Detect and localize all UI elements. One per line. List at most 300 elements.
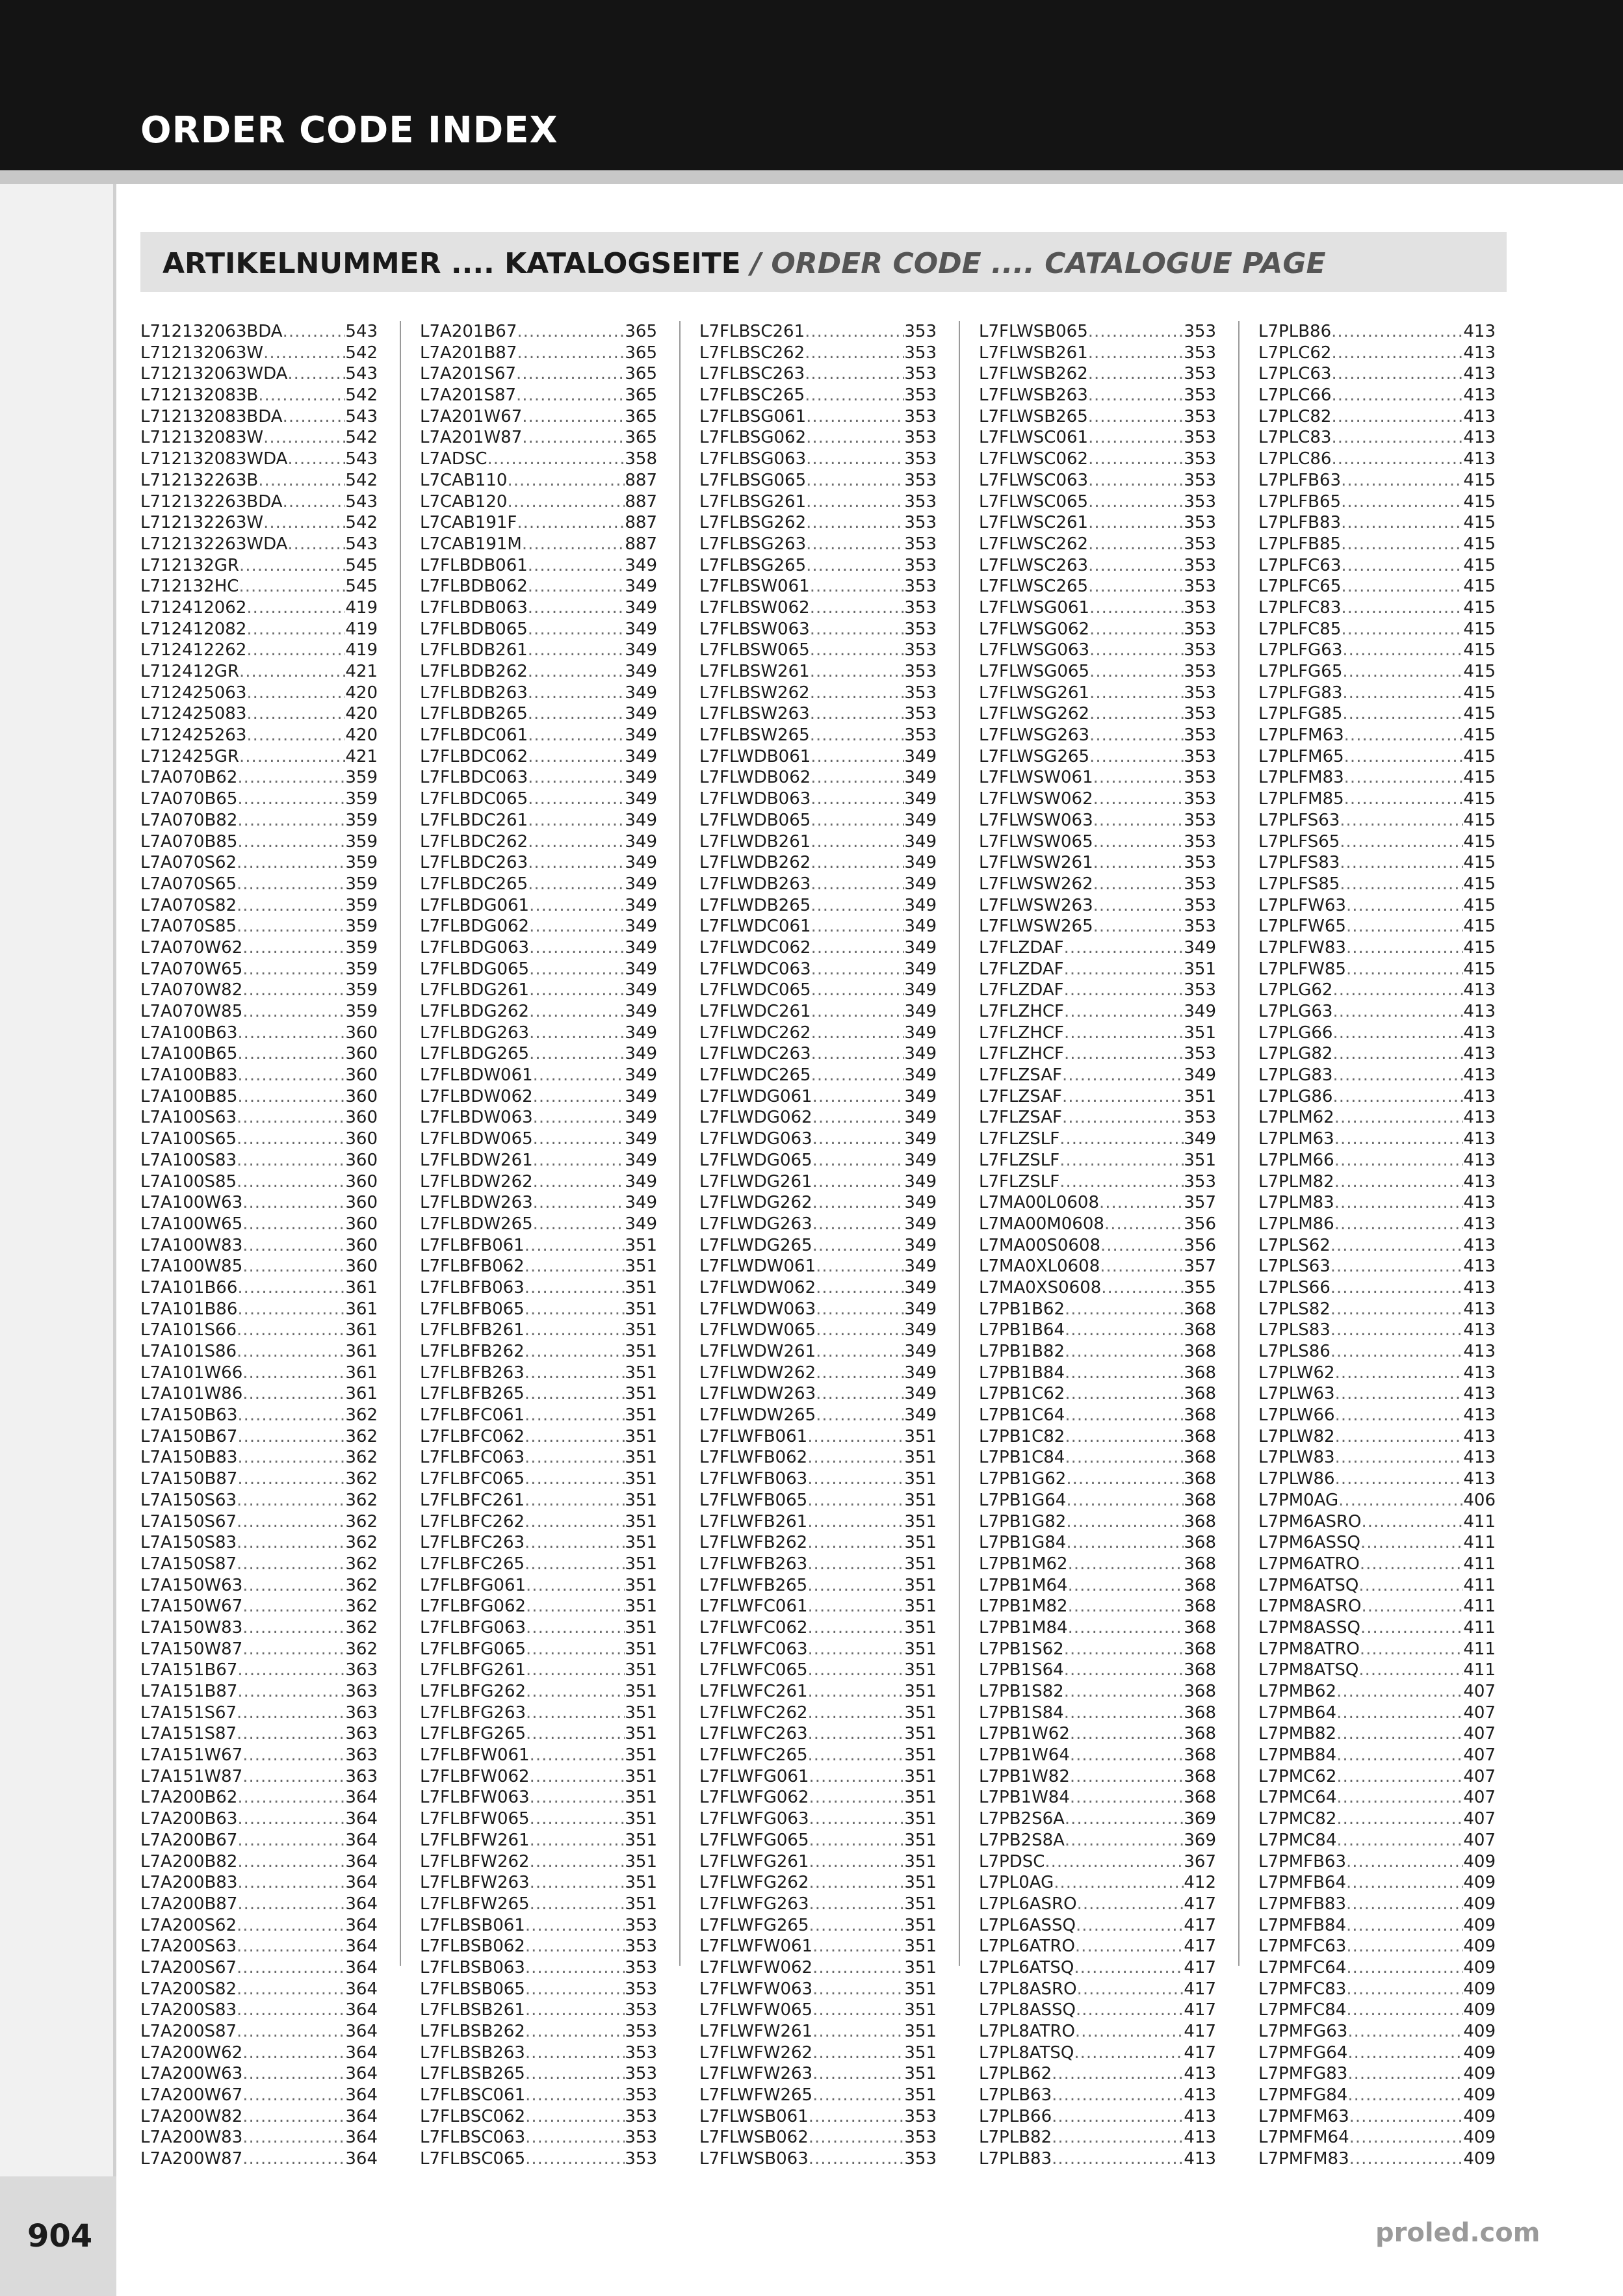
catalogue-page: 413	[1463, 1235, 1496, 1255]
catalogue-page: 351	[904, 1575, 937, 1595]
index-entry	[1258, 1787, 1496, 1808]
catalogue-page: 353	[1184, 428, 1216, 448]
order-code: L7FLBFG062	[420, 1597, 526, 1617]
index-entry	[420, 597, 657, 619]
dot-leader	[530, 1872, 625, 1894]
order-code: L7FLBFC062	[420, 1426, 525, 1446]
dot-leader	[258, 385, 345, 406]
dot-leader	[525, 1979, 625, 2000]
dot-leader	[1331, 1320, 1464, 1341]
index-entry	[420, 1681, 657, 1702]
order-code: L7PL6ASSQ	[979, 1915, 1076, 1935]
order-code: L7FLBDW063	[420, 1108, 533, 1128]
dot-leader	[525, 1341, 625, 1363]
dot-leader	[1331, 406, 1463, 428]
order-code: L7FLWFB265	[699, 1575, 808, 1595]
catalogue-page: 353	[625, 1915, 657, 1935]
dot-leader	[1065, 1341, 1184, 1363]
dot-leader	[1059, 1128, 1184, 1150]
catalogue-page: 368	[1184, 1639, 1216, 1659]
index-column-2	[420, 321, 657, 2170]
index-entry	[699, 1957, 937, 1979]
catalogue-page: 368	[1184, 1766, 1216, 1786]
index-entry	[420, 1490, 657, 1511]
order-code: L7FLWDG062	[699, 1108, 812, 1128]
index-entry	[140, 1383, 378, 1405]
order-code: L7A101W66	[140, 1363, 243, 1383]
index-entry	[140, 1723, 378, 1745]
index-entry	[140, 810, 378, 831]
dot-leader	[237, 2000, 345, 2021]
dot-leader	[237, 1171, 345, 1193]
order-code: L7FLBDC062	[420, 746, 528, 766]
catalogue-page: 409	[1463, 1851, 1496, 1872]
index-entry	[979, 491, 1216, 513]
dot-leader	[237, 1702, 345, 1724]
catalogue-page: 349	[904, 1235, 937, 1255]
index-entry	[420, 1192, 657, 1214]
catalogue-page: 364	[345, 2000, 378, 2020]
index-entry	[1258, 683, 1496, 704]
catalogue-page: 353	[1184, 810, 1216, 830]
dot-leader	[525, 1320, 625, 1341]
order-code: L7PLFB83	[1258, 513, 1342, 533]
index-entry	[420, 321, 657, 343]
dot-leader	[237, 1660, 345, 1681]
index-entry	[420, 1596, 657, 1617]
order-code: L7PMFC64	[1258, 1957, 1347, 1977]
dot-leader	[1054, 1872, 1184, 1894]
dot-leader	[1349, 2106, 1464, 2128]
index-entry	[1258, 427, 1496, 449]
dot-leader	[807, 1532, 904, 1554]
index-entry	[140, 2106, 378, 2128]
index-entry	[699, 2000, 937, 2021]
order-code: L7PLFC83	[1258, 597, 1342, 618]
index-entry	[420, 1107, 657, 1128]
index-entry	[979, 1872, 1216, 1894]
catalogue-page: 353	[1184, 597, 1216, 618]
catalogue-page: 351	[904, 1915, 937, 1935]
index-entry	[420, 810, 657, 831]
order-code: L7FLWSC263	[979, 555, 1089, 575]
catalogue-page: 363	[345, 1660, 378, 1680]
index-entry	[1258, 980, 1496, 1001]
catalogue-page: 364	[345, 1915, 378, 1935]
dot-leader	[263, 427, 345, 449]
index-entry	[979, 449, 1216, 470]
index-entry	[1258, 1915, 1496, 1937]
order-code: L7FLBDW061	[420, 1065, 533, 1086]
order-code: L7CAB120	[420, 491, 508, 512]
catalogue-page: 363	[345, 1745, 378, 1766]
catalogue-page: 349	[904, 1320, 937, 1340]
dot-leader	[1341, 491, 1463, 513]
dot-leader	[811, 810, 904, 831]
order-code: L7FLBDG065	[420, 959, 530, 979]
catalogue-page: 351	[904, 1617, 937, 1637]
order-code: L7FLWFB065	[699, 1490, 808, 1510]
index-entry	[140, 1851, 378, 1873]
catalogue-page: 413	[1463, 1426, 1496, 1446]
index-entry	[140, 1894, 378, 1915]
order-code: L7PM6ATRO	[1258, 1554, 1360, 1574]
order-code: L7FLBFC262	[420, 1511, 525, 1532]
dot-leader	[1360, 1532, 1463, 1554]
catalogue-page: 349	[625, 683, 657, 703]
catalogue-page: 351	[625, 1235, 657, 1255]
order-code: L7FLBSG265	[699, 555, 807, 575]
index-entry	[1258, 1468, 1496, 1490]
order-code: L7PB2S6A	[979, 1809, 1065, 1829]
catalogue-page: 353	[904, 322, 937, 341]
index-entry	[420, 1468, 657, 1490]
index-entry	[140, 1702, 378, 1724]
dot-leader	[806, 534, 904, 555]
index-entry	[1258, 703, 1496, 725]
dot-leader	[525, 1511, 625, 1533]
catalogue-page: 413	[1463, 322, 1496, 341]
dot-leader	[516, 363, 625, 385]
catalogue-page: 411	[1463, 1617, 1496, 1637]
order-code: L7FLWSC261	[979, 513, 1089, 533]
catalogue-page: 355	[1184, 1277, 1216, 1298]
order-code: L7FLWDW063	[699, 1299, 816, 1319]
order-code: L7FLWSG065	[979, 662, 1090, 681]
dot-leader	[811, 852, 904, 874]
side-margin-strip	[0, 184, 116, 2296]
catalogue-page: 415	[1463, 619, 1496, 639]
index-entry	[420, 470, 657, 491]
order-code: L7FLBSB062	[420, 1937, 525, 1957]
index-entry	[420, 1808, 657, 1830]
dot-leader	[812, 1128, 905, 1150]
order-code: L7FLWDW061	[699, 1257, 816, 1277]
catalogue-page: 353	[625, 2064, 657, 2084]
index-entry	[140, 1086, 378, 1108]
index-entry	[140, 1872, 378, 1894]
catalogue-page: 349	[625, 1150, 657, 1170]
order-code: L7A200W83	[140, 2128, 243, 2148]
dot-leader	[1346, 916, 1463, 937]
dot-leader	[237, 1468, 345, 1490]
dot-leader	[487, 449, 625, 470]
index-entry	[979, 1681, 1216, 1702]
order-code: L7FLWDG263	[699, 1214, 812, 1234]
dot-leader	[237, 1872, 345, 1894]
catalogue-page: 407	[1463, 1682, 1496, 1701]
index-entry	[979, 1915, 1216, 1937]
index-entry	[1258, 1128, 1496, 1150]
catalogue-page: 413	[1463, 1129, 1496, 1149]
index-entry	[699, 852, 937, 874]
catalogue-page: 356	[1184, 1235, 1216, 1255]
order-code: L7PLS63	[1258, 1257, 1331, 1277]
dot-leader	[1065, 1830, 1184, 1851]
index-entry	[140, 1511, 378, 1533]
order-code: L7PL0AG	[979, 1873, 1054, 1893]
dot-leader	[809, 1808, 905, 1830]
catalogue-page: 351	[625, 1851, 657, 1872]
index-entry	[1258, 1447, 1496, 1468]
catalogue-page: 413	[1463, 1002, 1496, 1021]
index-entry	[699, 1341, 937, 1363]
dot-leader	[242, 1001, 345, 1023]
index-entry	[140, 619, 378, 640]
catalogue-page: 368	[1184, 1320, 1216, 1340]
index-entry	[1258, 1660, 1496, 1681]
catalogue-page: 413	[1463, 1320, 1496, 1340]
order-code: L7FLBSC062	[420, 2106, 526, 2126]
dot-leader	[525, 2021, 625, 2042]
order-code: L7FLBDG061	[420, 895, 530, 915]
dot-leader	[809, 1830, 905, 1851]
index-entry	[699, 1808, 937, 1830]
dot-leader	[283, 491, 346, 513]
index-entry	[1258, 1001, 1496, 1023]
dot-leader	[812, 2000, 904, 2021]
order-code: L7PLFC65	[1258, 577, 1342, 597]
order-code: L7PB1W64	[979, 1745, 1070, 1766]
catalogue-page: 362	[345, 1533, 378, 1553]
dot-leader	[1064, 1023, 1184, 1044]
order-code: L7PMFB84	[1258, 1915, 1347, 1935]
dot-leader	[246, 619, 345, 640]
index-entry	[979, 1468, 1216, 1490]
catalogue-page: 364	[345, 1937, 378, 1957]
index-entry	[1258, 555, 1496, 577]
dot-leader	[1099, 1192, 1184, 1214]
index-entry	[1258, 1702, 1496, 1724]
index-entry	[699, 1787, 937, 1808]
catalogue-page: 413	[1463, 1277, 1496, 1298]
order-code: L7A151B67	[140, 1660, 238, 1680]
dot-leader	[525, 2148, 625, 2170]
catalogue-page: 360	[345, 1023, 378, 1043]
catalogue-page: 368	[1184, 1342, 1216, 1361]
catalogue-page: 409	[1463, 1915, 1496, 1935]
index-entry	[1258, 1299, 1496, 1320]
dot-leader	[1065, 1405, 1184, 1426]
order-code: L7PLG83	[1258, 1065, 1333, 1086]
order-code: L7FLWDG261	[699, 1171, 812, 1192]
order-code: L7FLWDB263	[699, 874, 811, 894]
dot-leader	[530, 1787, 625, 1808]
index-entry	[979, 1320, 1216, 1341]
catalogue-page: 349	[904, 1171, 937, 1192]
catalogue-page: 368	[1184, 1575, 1216, 1595]
dot-leader	[242, 2127, 345, 2148]
catalogue-page: 413	[1463, 1193, 1496, 1213]
order-code: L7MA00L0608	[979, 1193, 1099, 1213]
order-code: L7FLBDC063	[420, 768, 528, 788]
order-code: L7FLZSLF	[979, 1129, 1060, 1149]
index-entry	[420, 874, 657, 895]
catalogue-page: 353	[1184, 831, 1216, 852]
catalogue-page: 349	[904, 1002, 937, 1021]
catalogue-page: 351	[904, 1660, 937, 1680]
index-entry	[979, 363, 1216, 385]
catalogue-page: 356	[1184, 1214, 1216, 1234]
dot-leader	[237, 1299, 345, 1320]
index-entry	[140, 1830, 378, 1851]
catalogue-page: 351	[904, 1979, 937, 1999]
catalogue-page: 351	[904, 1766, 937, 1786]
catalogue-page: 413	[1463, 1086, 1496, 1106]
index-entry	[699, 363, 937, 385]
index-entry	[420, 1702, 657, 1724]
catalogue-page: 353	[625, 2106, 657, 2126]
index-entry	[979, 1702, 1216, 1724]
catalogue-page: 543	[345, 534, 378, 554]
order-code: L7PB1M82	[979, 1597, 1068, 1617]
index-entry	[699, 2127, 937, 2148]
dot-leader	[1088, 385, 1184, 406]
order-code: L7A200B63	[140, 1809, 238, 1829]
index-entry	[979, 1256, 1216, 1277]
index-entry	[140, 1617, 378, 1639]
order-code: L7FLBDB062	[420, 577, 528, 597]
catalogue-page: 420	[345, 683, 378, 703]
dot-leader	[809, 2148, 905, 2170]
catalogue-page: 364	[345, 1957, 378, 1977]
index-entry	[420, 1639, 657, 1660]
catalogue-page: 349	[904, 895, 937, 915]
index-entry	[420, 895, 657, 917]
index-entry	[1258, 1639, 1496, 1660]
order-code: L7FLBFG265	[420, 1724, 526, 1744]
index-entry	[699, 2042, 937, 2064]
order-code: L7FLWFC061	[699, 1597, 808, 1617]
order-code: L7PM6ASRO	[1258, 1511, 1362, 1532]
index-entry	[420, 534, 657, 555]
index-entry	[699, 1830, 937, 1851]
dot-leader	[811, 874, 904, 895]
dot-leader	[809, 1851, 905, 1873]
index-entry	[1258, 916, 1496, 937]
order-code: L7FLWFB061	[699, 1426, 808, 1446]
order-code: L7FLBFC263	[420, 1533, 525, 1553]
dot-leader	[1346, 1957, 1463, 1979]
order-code: L7A200W82	[140, 2106, 243, 2126]
catalogue-page: 415	[1463, 937, 1496, 958]
index-entry	[699, 1426, 937, 1448]
order-code: L7PB1B82	[979, 1342, 1065, 1361]
order-code: L7FLBDC265	[420, 874, 528, 894]
order-code: L7FLBSB265	[420, 2064, 525, 2084]
index-entry	[420, 1511, 657, 1533]
catalogue-page: 409	[1463, 1873, 1496, 1893]
catalogue-page: 351	[904, 2064, 937, 2084]
dot-leader	[1065, 1426, 1184, 1448]
index-entry	[979, 1936, 1216, 1957]
dot-leader	[1088, 470, 1184, 491]
catalogue-page: 351	[904, 1426, 937, 1446]
order-code: L7FLBDG262	[420, 1002, 530, 1021]
dot-leader	[1331, 385, 1463, 406]
dot-leader	[1331, 1341, 1464, 1363]
dot-leader	[1362, 1596, 1464, 1617]
index-entry	[1258, 1171, 1496, 1193]
order-code: L7FLWDG262	[699, 1193, 812, 1213]
dot-leader	[1052, 2127, 1184, 2148]
catalogue-page: 349	[625, 1002, 657, 1021]
index-entry	[979, 534, 1216, 555]
index-entry	[140, 1277, 378, 1299]
dot-leader	[239, 746, 345, 768]
order-code: L7FLWSC061	[979, 428, 1089, 448]
order-code: L7A100S65	[140, 1129, 237, 1149]
catalogue-page: 413	[1463, 980, 1496, 1000]
index-entry	[140, 2000, 378, 2021]
catalogue-page: 351	[625, 1277, 657, 1298]
catalogue-page: 349	[625, 619, 657, 639]
index-entry	[420, 1957, 657, 1979]
catalogue-page: 406	[1463, 1490, 1496, 1510]
dot-leader	[525, 2063, 625, 2085]
dot-leader	[242, 1192, 345, 1214]
dot-leader	[528, 767, 625, 789]
order-code: L7PLG82	[1258, 1044, 1333, 1064]
dot-leader	[525, 1915, 625, 1937]
catalogue-page: 351	[625, 1745, 657, 1766]
catalogue-page: 353	[904, 364, 937, 384]
catalogue-page: 351	[904, 1702, 937, 1723]
index-entry	[420, 1872, 657, 1894]
catalogue-page: 363	[345, 1766, 378, 1786]
order-code: L7FLBDG265	[420, 1044, 530, 1064]
catalogue-page: 417	[1184, 1979, 1216, 1999]
order-code: L7FLWFC261	[699, 1682, 808, 1701]
index-entry	[140, 343, 378, 364]
catalogue-page: 351	[1184, 959, 1216, 979]
index-entry	[420, 1936, 657, 1957]
dot-leader	[1059, 1171, 1184, 1193]
catalogue-page: 360	[345, 1108, 378, 1128]
order-code: L7FLZSAF	[979, 1108, 1063, 1128]
index-entry	[1258, 1979, 1496, 2000]
catalogue-page: 349	[625, 1108, 657, 1128]
index-entry	[699, 1936, 937, 1957]
index-entry	[1258, 1192, 1496, 1214]
order-code: L7PB1W82	[979, 1766, 1070, 1786]
catalogue-page: 349	[904, 1214, 937, 1234]
index-entry	[699, 1107, 937, 1128]
index-entry	[1258, 1617, 1496, 1639]
dot-leader	[1089, 640, 1184, 661]
order-code: L7PLM83	[1258, 1193, 1334, 1213]
order-code: L7PMFC84	[1258, 2000, 1347, 2020]
index-entry	[699, 2063, 937, 2085]
catalogue-page: 351	[625, 1426, 657, 1446]
index-entry	[979, 1957, 1216, 1979]
index-entry	[699, 1745, 937, 1766]
dot-leader	[530, 1745, 625, 1766]
catalogue-page: 413	[1463, 1469, 1496, 1489]
order-code: L7PLW86	[1258, 1469, 1335, 1489]
index-entry	[420, 1532, 657, 1554]
index-entry	[699, 1277, 937, 1299]
catalogue-page: 417	[1184, 1915, 1216, 1935]
dot-leader	[810, 597, 905, 619]
dot-leader	[807, 1468, 904, 1490]
catalogue-page: 409	[1463, 2064, 1496, 2084]
catalogue-page: 349	[904, 1129, 937, 1149]
index-entry	[1258, 2042, 1496, 2064]
dot-leader	[1076, 2000, 1184, 2021]
order-code: L7FLBFG261	[420, 1660, 526, 1680]
catalogue-page: 364	[345, 2022, 378, 2041]
